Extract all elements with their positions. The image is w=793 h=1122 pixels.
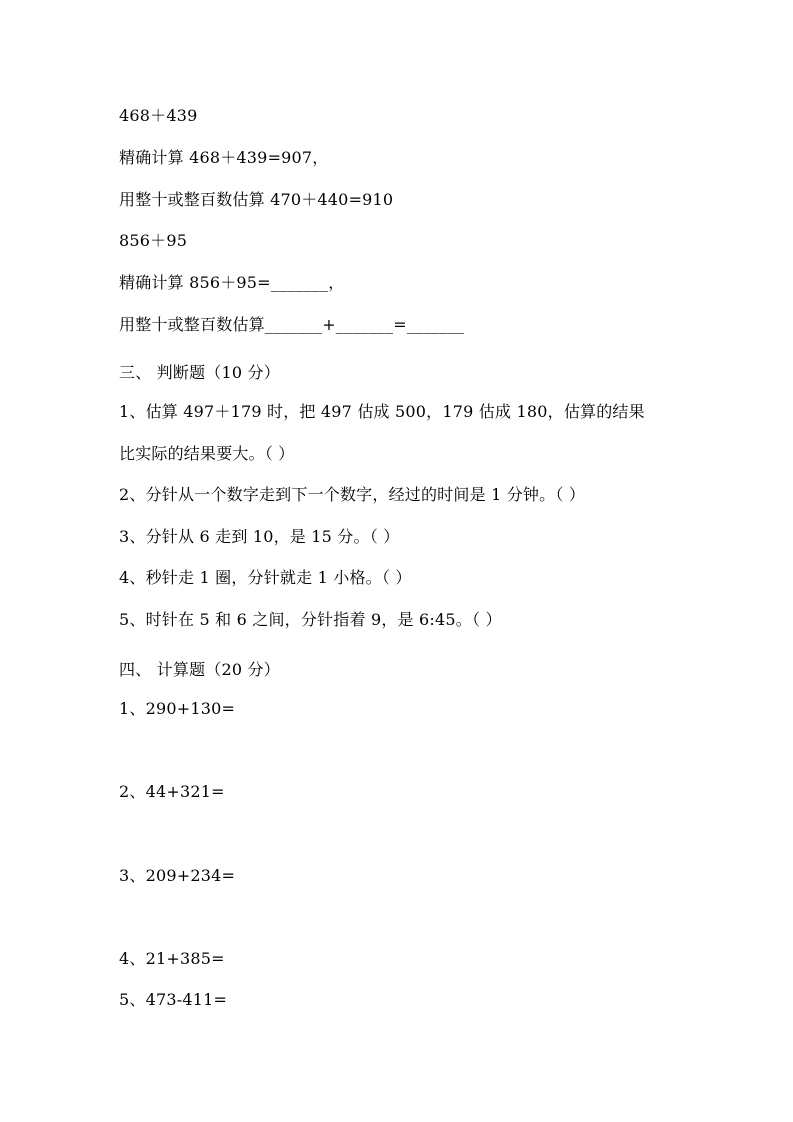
calc-item-5: 5、473-411= bbox=[119, 990, 228, 1009]
problem-856-plus-95: 856＋95 bbox=[119, 231, 188, 250]
estimate-line-2: 用整十或整百数估算_______+_______=_______ bbox=[119, 315, 465, 334]
calc-item-4: 4、21+385= bbox=[119, 949, 225, 968]
calc-item-2: 2、44+321= bbox=[119, 782, 225, 801]
judgment-item-1: 1、估算 497＋179 时，把 497 估成 500，179 估成 180，估算的结果 bbox=[119, 402, 645, 421]
judgment-item-3: 3、分针从 6 走到 10，是 15 分。（ ） bbox=[119, 527, 400, 546]
section-3-heading: 三、 判断题（10 分） bbox=[119, 363, 280, 382]
calc-item-3: 3、209+234= bbox=[119, 866, 236, 885]
estimate-line-1: 用整十或整百数估算 470＋440=910 bbox=[119, 190, 394, 209]
judgment-item-5: 5、时针在 5 和 6 之间，分针指着 9，是 6:45。（ ） bbox=[119, 610, 502, 629]
judgment-item-1-cont: 比实际的结果要大。（ ） bbox=[119, 444, 295, 463]
exact-calc-line-2: 精确计算 856＋95=_______， bbox=[119, 273, 345, 292]
calc-item-1: 1、290+130= bbox=[119, 699, 236, 718]
problem-468-plus-439: 468＋439 bbox=[119, 106, 198, 125]
section-4-heading: 四、 计算题（20 分） bbox=[119, 660, 280, 679]
exact-calc-line-1: 精确计算 468＋439=907， bbox=[119, 148, 329, 167]
judgment-item-2: 2、分针从一个数字走到下一个数字，经过的时间是 1 分钟。（ ） bbox=[119, 485, 586, 504]
judgment-item-4: 4、秒针走 1 圈，分针就走 1 小格。（ ） bbox=[119, 568, 412, 587]
